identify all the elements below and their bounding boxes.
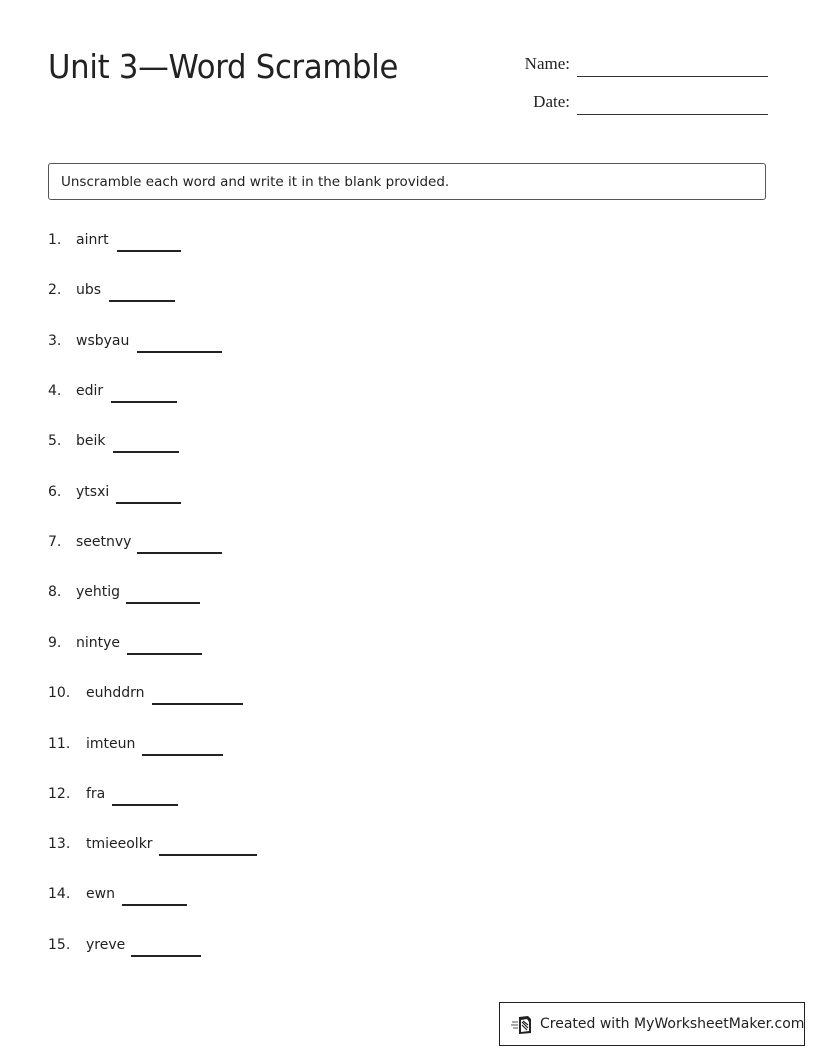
item-number: 5. xyxy=(48,433,62,449)
date-label: Date: xyxy=(533,92,570,111)
answer-blank[interactable] xyxy=(131,955,201,957)
answer-blank[interactable] xyxy=(116,502,181,504)
instructions-text: Unscramble each word and write it in the blank provided. xyxy=(61,174,450,190)
answer-blank[interactable] xyxy=(126,602,200,604)
item-number: 3. xyxy=(48,333,62,349)
date-field xyxy=(500,92,570,114)
item-number: 12. xyxy=(48,786,71,802)
item-number: 8. xyxy=(48,584,62,600)
item-number: 4. xyxy=(48,383,62,399)
item-number: 15. xyxy=(48,937,71,953)
answer-blank[interactable] xyxy=(112,804,178,806)
item-number: 9. xyxy=(48,635,62,651)
item-number: 2. xyxy=(48,282,62,298)
answer-blank[interactable] xyxy=(111,401,177,403)
scrambled-word: yreve xyxy=(86,937,126,953)
item-number: 11. xyxy=(48,736,71,752)
worksheet-logo-icon xyxy=(511,1015,533,1035)
name-label: Name: xyxy=(524,54,570,73)
scrambled-word: beik xyxy=(76,433,106,449)
answer-blank[interactable] xyxy=(152,703,243,705)
scrambled-word: fra xyxy=(86,786,106,802)
date-input-line[interactable] xyxy=(577,114,768,115)
page-title: Unit 3—Word Scramble xyxy=(48,47,399,86)
item-number: 14. xyxy=(48,886,71,902)
scrambled-word: nintye xyxy=(76,635,121,651)
scrambled-word: tmieeolkr xyxy=(86,836,153,852)
answer-blank[interactable] xyxy=(137,351,222,353)
footer-credit[interactable] xyxy=(499,1002,805,1046)
answer-blank[interactable] xyxy=(159,854,257,856)
instructions-box xyxy=(48,163,766,200)
item-number: 6. xyxy=(48,484,62,500)
scrambled-word: euhddrn xyxy=(86,685,145,701)
scrambled-word: ainrt xyxy=(76,232,109,248)
answer-blank[interactable] xyxy=(127,653,202,655)
scrambled-word: ewn xyxy=(86,886,115,902)
scrambled-word: ubs xyxy=(76,282,102,298)
answer-blank[interactable] xyxy=(142,754,223,756)
footer-text: Created with MyWorksheetMaker.com xyxy=(540,1016,805,1032)
scrambled-word: ytsxi xyxy=(76,484,110,500)
answer-blank[interactable] xyxy=(113,451,179,453)
name-field xyxy=(500,54,570,76)
scrambled-word: seetnvy xyxy=(76,534,132,550)
scrambled-word: wsbyau xyxy=(76,333,130,349)
answer-blank[interactable] xyxy=(117,250,181,252)
scrambled-word: edir xyxy=(76,383,104,399)
scrambled-word: imteun xyxy=(86,736,136,752)
scrambled-word: yehtig xyxy=(76,584,121,600)
answer-blank[interactable] xyxy=(122,904,187,906)
answer-blank[interactable] xyxy=(137,552,222,554)
answer-blank[interactable] xyxy=(109,300,175,302)
name-input-line[interactable] xyxy=(577,76,768,77)
item-number: 13. xyxy=(48,836,71,852)
item-number: 1. xyxy=(48,232,62,248)
item-number: 10. xyxy=(48,685,71,701)
item-number: 7. xyxy=(48,534,62,550)
